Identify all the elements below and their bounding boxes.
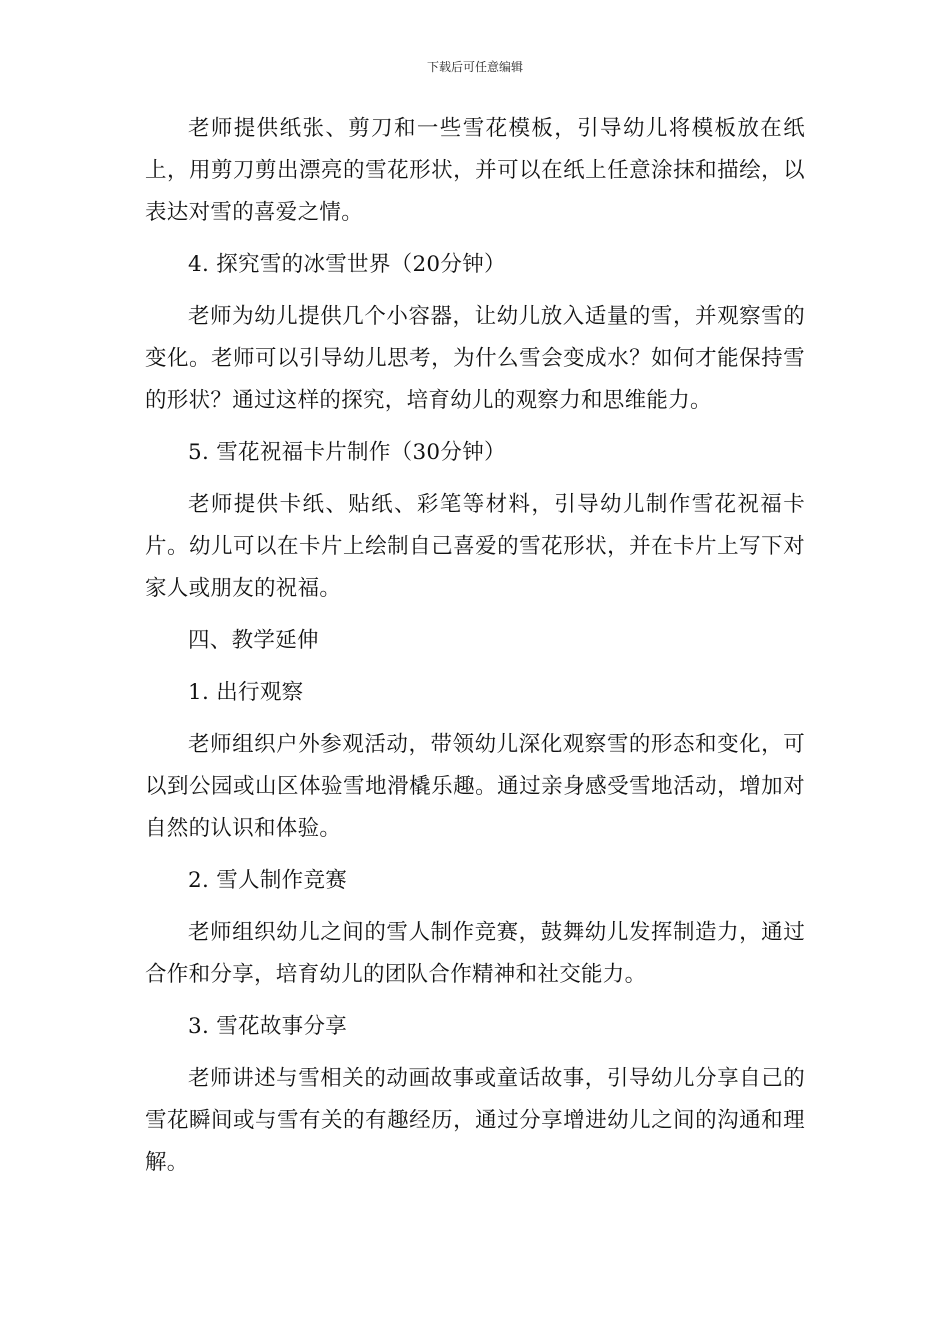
section-heading-greeting-card: 5. 雪花祝福卡片制作（30分钟） bbox=[188, 440, 506, 465]
page-header: 下载后可任意编辑 bbox=[426, 60, 523, 74]
subheading-story-sharing: 3. 雪花故事分享 bbox=[188, 1014, 348, 1039]
paragraph-outdoor-observation: 老师组织户外参观活动，带领幼儿深化观察雪的形态和变化，可以到公园或山区体验雪地滑橇乐趣。通过亲身感受雪地活动，增加对自然的认识和体验。 bbox=[145, 732, 805, 841]
section-heading-ice-world: 4. 探究雪的冰雪世界（20分钟） bbox=[188, 252, 506, 277]
paragraph-snowman-contest: 老师组织幼儿之间的雪人制作竞赛，鼓舞幼儿发挥制造力，通过合作和分享，培育幼儿的团队合作精神和社交能力。 bbox=[145, 920, 805, 987]
document-body bbox=[145, 108, 805, 1194]
paragraph-greeting-card: 老师提供卡纸、贴纸、彩笔等材料，引导幼儿制作雪花祝福卡片。幼儿可以在卡片上绘制自己喜爱的雪花形状，并在卡片上写下对家人或朋友的祝福。 bbox=[145, 492, 805, 601]
subheading-snowman-contest: 2. 雪人制作竞赛 bbox=[188, 868, 348, 893]
subheading-outdoor-observation: 1. 出行观察 bbox=[188, 680, 304, 705]
section-heading-teaching-extension: 四、教学延伸 bbox=[188, 628, 319, 653]
paragraph-papercut-activity: 老师提供纸张、剪刀和一些雪花模板，引导幼儿将模板放在纸上，用剪刀剪出漂亮的雪花形状，并可以在纸上任意涂抹和描绘，以表达对雪的喜爱之情。 bbox=[145, 116, 805, 225]
paragraph-story-sharing: 老师讲述与雪相关的动画故事或童话故事，引导幼儿分享自己的雪花瞬间或与雪有关的有趣经历，通过分享增进幼儿之间的沟通和理解。 bbox=[145, 1066, 805, 1175]
paragraph-ice-world: 老师为幼儿提供几个小容器，让幼儿放入适量的雪，并观察雪的变化。老师可以引导幼儿思考，为什么雪会变成水？如何才能保持雪的形状？通过这样的探究，培育幼儿的观察力和思维能力。 bbox=[145, 304, 805, 413]
